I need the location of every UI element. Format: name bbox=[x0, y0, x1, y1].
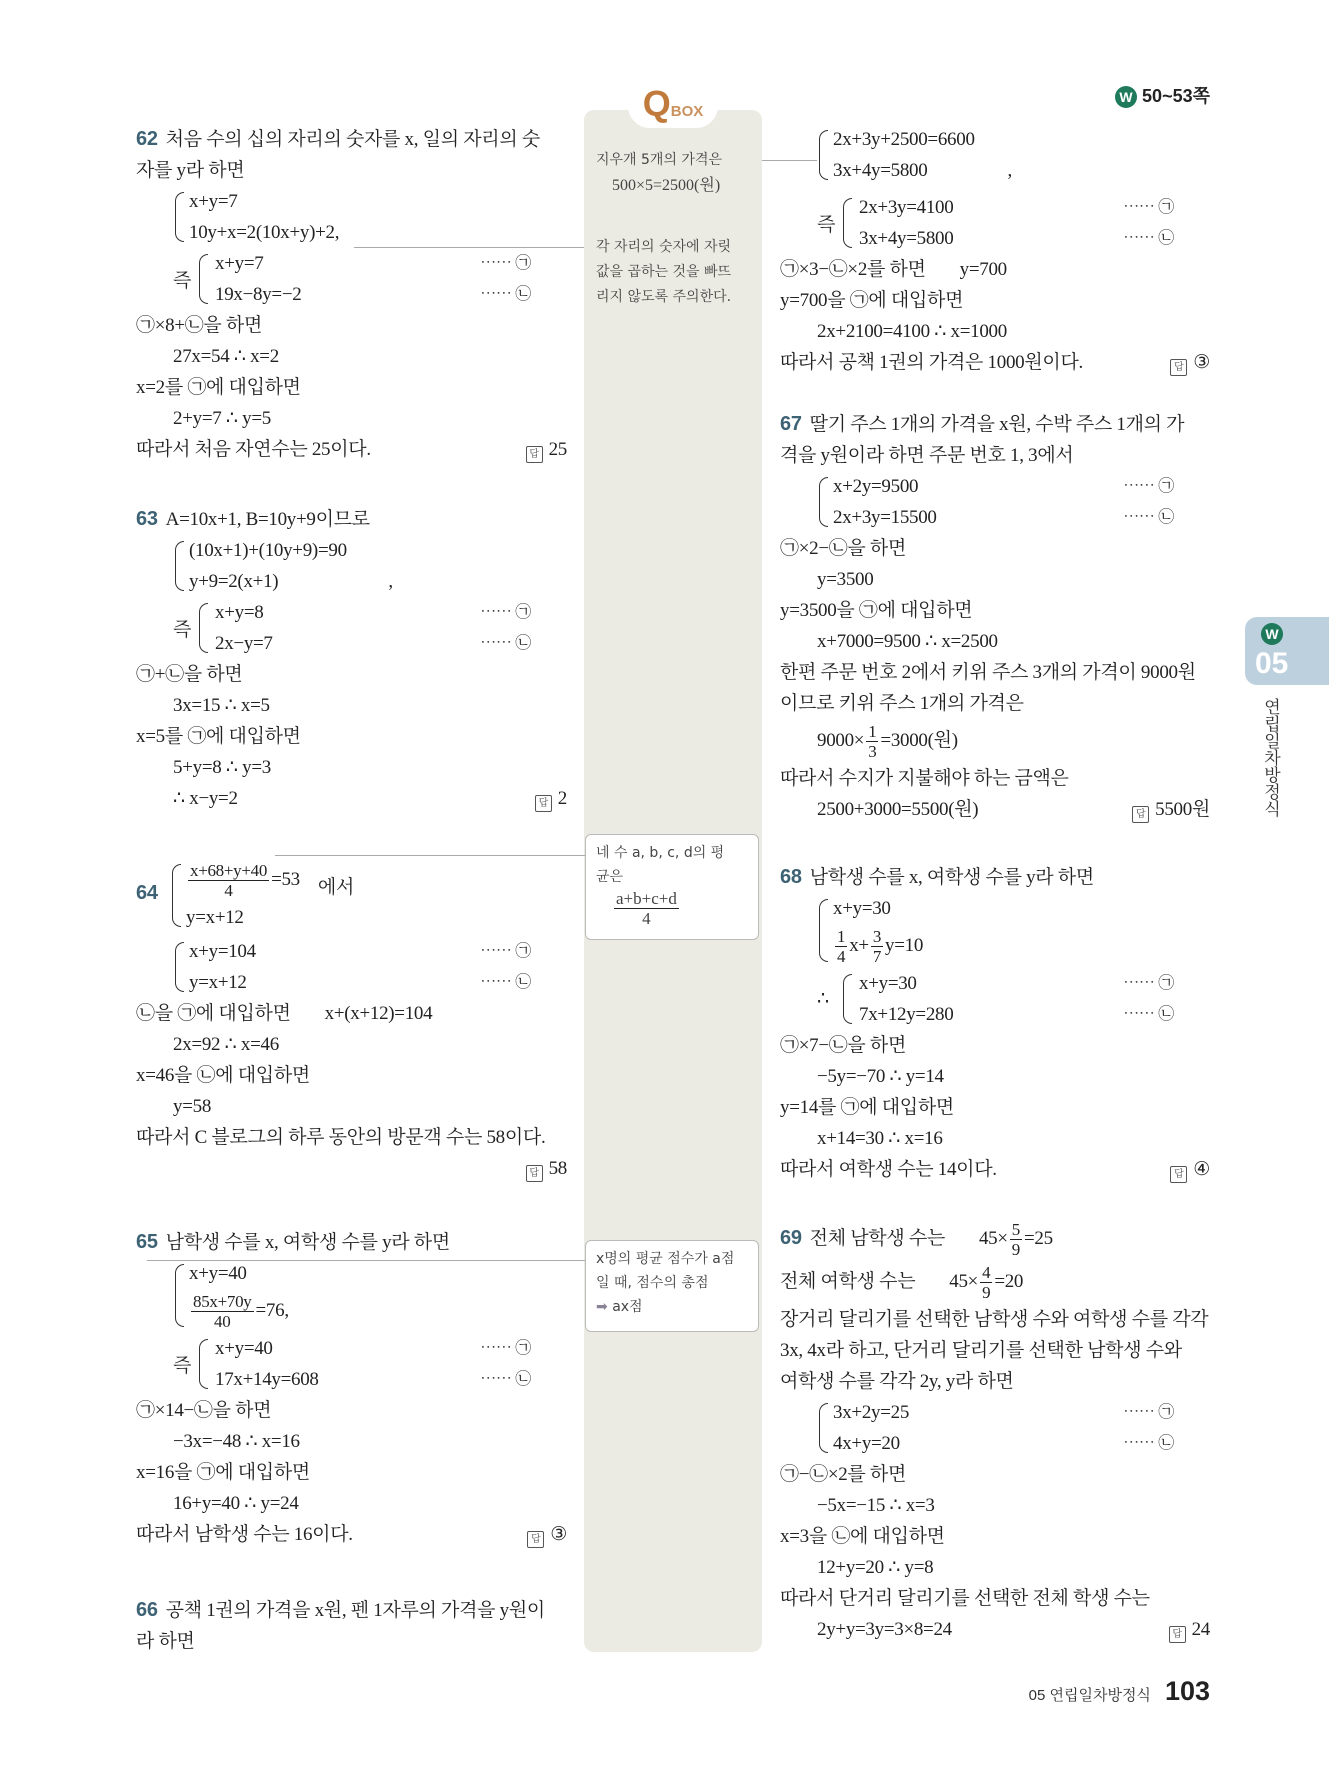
comma: , bbox=[388, 571, 393, 592]
equation: y=10 bbox=[885, 935, 924, 956]
denominator: 4 bbox=[224, 881, 233, 901]
text-line: 2x+2100=4100 ∴ x=1000 bbox=[817, 321, 1007, 342]
brace-icon bbox=[175, 942, 184, 992]
answer-value: 24 bbox=[1191, 1619, 1210, 1640]
equation: 4x+y=20 bbox=[833, 1433, 900, 1454]
problem-66-continued bbox=[780, 124, 1210, 378]
brace-icon bbox=[175, 541, 184, 591]
text-line: −5x=−15 ∴ x=3 bbox=[817, 1495, 935, 1516]
footer bbox=[1029, 1676, 1210, 1707]
equation-system bbox=[173, 1333, 567, 1395]
problem-62 bbox=[136, 124, 567, 465]
equation: =76 bbox=[255, 1300, 285, 1321]
text-line: 에서 bbox=[317, 877, 354, 898]
note-line: 각 자리의 숫자에 자릿 bbox=[596, 239, 732, 255]
answer-value: ③ bbox=[1193, 352, 1210, 373]
answer-value: 5500원 bbox=[1155, 799, 1210, 820]
denominator: 4 bbox=[837, 947, 846, 967]
equation-system bbox=[173, 1258, 567, 1333]
text-line: 2+y=7 ∴ y=5 bbox=[173, 408, 271, 429]
equation: x+(x+12)=104 bbox=[324, 1003, 433, 1024]
label-so: 즉 bbox=[173, 619, 192, 641]
fraction bbox=[980, 1263, 992, 1302]
problem-number: 65 bbox=[136, 1231, 158, 1253]
text-line: 남학생 수를 x, 여학생 수를 y라 하면 bbox=[809, 867, 1094, 888]
equation: x+y=7 bbox=[215, 253, 264, 274]
qbox-note-place-value bbox=[596, 235, 756, 310]
marker-2: ⋯⋯ ㉡ bbox=[1123, 230, 1174, 247]
brace-icon bbox=[175, 1264, 184, 1327]
text-line: A=10x+1, B=10y+9이므로 bbox=[165, 509, 370, 530]
equation: 9000× bbox=[817, 730, 865, 751]
equation: 2x+3y=15500 bbox=[833, 507, 937, 528]
text-line: 따라서 남학생 수는 16이다. bbox=[136, 1524, 353, 1545]
equation-system bbox=[817, 471, 1210, 533]
equation: x+y=40 bbox=[189, 1263, 247, 1284]
chapter-number: 05 bbox=[1255, 647, 1289, 680]
equation: 45× bbox=[978, 1228, 1008, 1249]
answer bbox=[1169, 1614, 1210, 1645]
text-line: x+14=30 ∴ x=16 bbox=[817, 1128, 943, 1149]
brace-icon bbox=[175, 192, 184, 242]
answer-icon: 답 bbox=[527, 1531, 544, 1548]
marker-2: ⋯⋯ ㉡ bbox=[480, 974, 531, 991]
answer-value: 58 bbox=[548, 1158, 567, 1179]
fraction bbox=[1010, 1220, 1022, 1259]
text-line: 16+y=40 ∴ y=24 bbox=[173, 1493, 299, 1514]
page-range: 50~53쪽 bbox=[1142, 86, 1210, 106]
text-line: 따라서 처음 자연수는 25이다. bbox=[136, 439, 371, 460]
text-line: ㉠×3−㉡×2를 하면 bbox=[780, 259, 926, 280]
answer bbox=[526, 1153, 567, 1184]
text-line: x+7000=9500 ∴ x=2500 bbox=[817, 631, 998, 652]
brace-icon bbox=[819, 477, 828, 527]
answer bbox=[527, 1519, 567, 1550]
numerator: a+b+c+d bbox=[616, 889, 677, 908]
answer bbox=[1170, 1154, 1210, 1185]
equation: 45× bbox=[949, 1271, 979, 1292]
fraction bbox=[191, 1292, 254, 1331]
note-line: ax점 bbox=[612, 1299, 643, 1315]
text-line: ㉠×7−㉡을 하면 bbox=[780, 1035, 907, 1056]
text-line: 따라서 수지가 지불해야 하는 금액은 bbox=[780, 768, 1069, 789]
numerator: x+68+y+40 bbox=[190, 861, 268, 881]
text-line: 전체 여학생 수는 bbox=[780, 1271, 916, 1292]
text-line: 공책 1권의 가격을 x원, 펜 1자루의 가격을 y원이 bbox=[165, 1600, 545, 1621]
answer-icon: 답 bbox=[535, 795, 552, 812]
label-so: 즉 bbox=[173, 270, 192, 292]
equation: x+ bbox=[849, 935, 869, 956]
answer-value: 25 bbox=[548, 439, 567, 460]
text-line: 3x, 4x라 하고, 단거리 달리기를 선택한 남학생 수와 bbox=[780, 1340, 1182, 1361]
problem-number: 62 bbox=[136, 128, 158, 150]
brace-icon bbox=[843, 974, 852, 1024]
fraction bbox=[871, 927, 883, 966]
label-therefore: ∴ bbox=[817, 988, 829, 1010]
answer-value: ③ bbox=[550, 1524, 567, 1545]
numerator: 4 bbox=[982, 1263, 991, 1283]
text-line: 27x=54 ∴ x=2 bbox=[173, 346, 279, 367]
comma: , bbox=[334, 222, 340, 243]
note-line: 500×5=2500(원) bbox=[612, 177, 721, 194]
marker-2: ⋯⋯ ㉡ bbox=[1123, 1435, 1174, 1452]
equation-system bbox=[173, 936, 567, 998]
text-line: x=2를 ㉠에 대입하면 bbox=[136, 377, 301, 398]
numerator: 3 bbox=[872, 927, 882, 947]
answer-icon: 답 bbox=[1170, 359, 1187, 376]
marker-1: ⋯⋯ ㉠ bbox=[1123, 1404, 1174, 1421]
equation: 3x+4y=5800 bbox=[833, 160, 928, 181]
equation: y=x+12 bbox=[186, 907, 244, 928]
answer-icon: 답 bbox=[1132, 806, 1149, 823]
equation: y=700 bbox=[959, 259, 1007, 280]
brace-icon bbox=[819, 899, 828, 962]
text-line: ∴ x−y=2 bbox=[173, 788, 238, 809]
equation-system bbox=[817, 1397, 1210, 1459]
note-line: 균은 bbox=[596, 869, 624, 885]
answer-value: ④ bbox=[1193, 1159, 1210, 1180]
problem-number: 64 bbox=[136, 882, 158, 904]
answer-icon: 답 bbox=[526, 446, 543, 463]
problem-67 bbox=[780, 409, 1210, 825]
equation: x+y=40 bbox=[215, 1338, 273, 1359]
fraction bbox=[614, 889, 679, 928]
equation: x+y=30 bbox=[833, 898, 891, 919]
problem-number: 66 bbox=[136, 1599, 158, 1621]
equation: x+y=8 bbox=[215, 602, 264, 623]
text-line: 격을 y원이라 하면 주문 번호 1, 3에서 bbox=[780, 445, 1074, 466]
answer bbox=[535, 783, 567, 814]
equation: 2y+y=3y=3×8=24 bbox=[817, 1619, 952, 1640]
brace-icon bbox=[819, 130, 828, 180]
label-so: 즉 bbox=[173, 1355, 192, 1377]
text-line: 따라서 C 블로그의 하루 동안의 방문객 수는 58이다. bbox=[136, 1127, 546, 1148]
equation: =20 bbox=[994, 1271, 1024, 1292]
denominator: 3 bbox=[868, 742, 877, 762]
text-line: 장거리 달리기를 선택한 남학생 수와 여학생 수를 각각 bbox=[780, 1309, 1209, 1330]
fraction bbox=[835, 927, 847, 966]
equation: 2x+3y+2500=6600 bbox=[833, 129, 975, 150]
problem-number: 63 bbox=[136, 508, 158, 530]
comma: , bbox=[284, 1300, 289, 1321]
text-line: −3x=−48 ∴ x=16 bbox=[173, 1431, 300, 1452]
problem-64 bbox=[136, 858, 567, 1184]
brace-icon bbox=[843, 198, 852, 248]
problem-68 bbox=[780, 862, 1210, 1185]
marker-2: ⋯⋯ ㉡ bbox=[480, 635, 531, 652]
note-line: 지우개 5개의 가격은 bbox=[596, 152, 722, 168]
equation-system bbox=[173, 535, 567, 597]
equation: 2x−y=7 bbox=[215, 633, 273, 654]
answer-value: 2 bbox=[557, 788, 567, 809]
equation: x+2y=9500 bbox=[833, 476, 919, 497]
denominator: 9 bbox=[982, 1283, 991, 1303]
marker-2: ⋯⋯ ㉡ bbox=[480, 1371, 531, 1388]
brace-icon bbox=[819, 1403, 828, 1453]
answer bbox=[1170, 347, 1210, 378]
footer-chapter: 05 연립일차방정식 bbox=[1028, 1687, 1151, 1704]
text-line: 이므로 키위 주스 1개의 가격은 bbox=[780, 693, 1024, 714]
q-logo-icon: Q bbox=[642, 83, 671, 124]
text-line: −5y=−70 ∴ y=14 bbox=[817, 1066, 944, 1087]
w-badge-icon: W bbox=[1261, 623, 1283, 645]
numerator: 1 bbox=[868, 722, 877, 742]
note-line: 네 수 a, b, c, d의 평 bbox=[596, 845, 725, 861]
text-line: 전체 남학생 수는 bbox=[809, 1228, 945, 1249]
text-line: y=58 bbox=[173, 1096, 212, 1117]
denominator: 7 bbox=[872, 947, 882, 967]
marker-1: ⋯⋯ ㉠ bbox=[480, 255, 531, 272]
equation: y=x+12 bbox=[189, 972, 247, 993]
text-line: 따라서 공책 1권의 가격은 1000원이다. bbox=[780, 352, 1083, 373]
problem-number: 68 bbox=[780, 866, 802, 888]
connector-line bbox=[275, 855, 585, 856]
answer-icon: 답 bbox=[526, 1165, 543, 1182]
marker-2: ⋯⋯ ㉡ bbox=[1123, 509, 1174, 526]
text-line: 한편 주문 번호 2에서 키위 주스 3개의 가격이 9000원 bbox=[780, 662, 1196, 683]
page-number: 103 bbox=[1164, 1676, 1210, 1706]
text-line: 여학생 수를 각각 2y, y라 하면 bbox=[780, 1371, 1014, 1392]
equation: =25 bbox=[1023, 1228, 1053, 1249]
answer-icon: 답 bbox=[1170, 1166, 1187, 1183]
equation: 19x−8y=−2 bbox=[215, 284, 302, 305]
equation: =3000(원) bbox=[880, 730, 958, 751]
problem-69 bbox=[780, 1216, 1210, 1645]
chapter-title-vertical: 연립일차방정식 bbox=[1260, 698, 1280, 817]
text-line: y=3500 bbox=[817, 569, 874, 590]
denominator: 4 bbox=[642, 909, 651, 928]
text-line: 딸기 주스 1개의 가격을 x원, 수박 주스 1개의 가 bbox=[809, 414, 1185, 435]
brace-icon bbox=[199, 254, 208, 304]
equation: x+y=7 bbox=[189, 191, 238, 212]
denominator: 40 bbox=[214, 1312, 231, 1332]
numerator: 85x+70y bbox=[193, 1292, 252, 1312]
text-line: ㉠×2−㉡을 하면 bbox=[780, 538, 907, 559]
marker-1: ⋯⋯ ㉠ bbox=[480, 1340, 531, 1357]
text-line: x=3을 ㉡에 대입하면 bbox=[780, 1526, 945, 1547]
arrow-icon: ➡ bbox=[596, 1299, 608, 1315]
numerator: 1 bbox=[837, 927, 846, 947]
equation: 7x+12y=280 bbox=[859, 1004, 954, 1025]
fraction bbox=[866, 722, 878, 761]
text-line: 남학생 수를 x, 여학생 수를 y라 하면 bbox=[165, 1232, 450, 1253]
text-line: ㉠−㉡×2를 하면 bbox=[780, 1464, 907, 1485]
equation: x+y=30 bbox=[859, 973, 917, 994]
qbox-note-eraser bbox=[596, 148, 756, 198]
marker-1: ⋯⋯ ㉠ bbox=[1123, 199, 1174, 216]
equation: 10y+x=2(10x+y)+2 bbox=[189, 222, 335, 243]
problem-66 bbox=[136, 1595, 567, 1657]
text-line: 3x=15 ∴ x=5 bbox=[173, 695, 270, 716]
w-badge-icon: W bbox=[1115, 86, 1137, 108]
numerator: 5 bbox=[1011, 1220, 1020, 1240]
equation: x+y=104 bbox=[189, 941, 256, 962]
text-line: x=16을 ㉠에 대입하면 bbox=[136, 1462, 310, 1483]
equation-system bbox=[817, 968, 1210, 1030]
equation-system bbox=[173, 597, 567, 659]
text-line: 2x=92 ∴ x=46 bbox=[173, 1034, 279, 1055]
problem-65 bbox=[136, 1227, 567, 1550]
marker-1: ⋯⋯ ㉠ bbox=[1123, 478, 1174, 495]
marker-2: ⋯⋯ ㉡ bbox=[480, 286, 531, 303]
brace-icon bbox=[199, 1339, 208, 1389]
chapter-tab[interactable] bbox=[1245, 617, 1329, 685]
equation: =53 bbox=[271, 869, 300, 890]
text-line: 라 하면 bbox=[136, 1631, 195, 1652]
answer-icon: 답 bbox=[1169, 1626, 1186, 1643]
problem-number: 69 bbox=[780, 1227, 802, 1249]
equation: 2500+3000=5500(원) bbox=[817, 799, 979, 820]
marker-1: ⋯⋯ ㉠ bbox=[480, 604, 531, 621]
problem-63 bbox=[136, 504, 567, 814]
text-line: 따라서 단거리 달리기를 선택한 전체 학생 수는 bbox=[780, 1588, 1150, 1609]
text-line: 따라서 여학생 수는 14이다. bbox=[780, 1159, 997, 1180]
text-line: ㉠×8+㉡을 하면 bbox=[136, 315, 263, 336]
note-line: 리지 않도록 주의한다. bbox=[596, 289, 732, 305]
qbox-note-average bbox=[585, 834, 759, 940]
label-so: 즉 bbox=[817, 214, 836, 236]
qbox-logo bbox=[628, 84, 718, 128]
marker-2: ⋯⋯ ㉡ bbox=[1123, 1006, 1174, 1023]
text-line: 5+y=8 ∴ y=3 bbox=[173, 757, 271, 778]
problem-number: 67 bbox=[780, 413, 802, 435]
fraction bbox=[188, 861, 269, 900]
page-reference bbox=[1115, 82, 1210, 108]
equation: 3x+4y=5800 bbox=[859, 228, 954, 249]
text-line: x=5를 ㉠에 대입하면 bbox=[136, 726, 301, 747]
text-line: x=46을 ㉡에 대입하면 bbox=[136, 1065, 310, 1086]
marker-1: ⋯⋯ ㉠ bbox=[480, 943, 531, 960]
equation: 3x+2y=25 bbox=[833, 1402, 910, 1423]
equation-system bbox=[817, 124, 1210, 186]
answer bbox=[1132, 794, 1210, 825]
text-line: y=700을 ㉠에 대입하면 bbox=[780, 290, 964, 311]
text-line: 12+y=20 ∴ y=8 bbox=[817, 1557, 934, 1578]
text-line: ㉡을 ㉠에 대입하면 bbox=[136, 1003, 291, 1024]
equation: (10x+1)+(10y+9)=90 bbox=[189, 540, 347, 561]
text-line: y=3500을 ㉠에 대입하면 bbox=[780, 600, 973, 621]
marker-1: ⋯⋯ ㉠ bbox=[1123, 975, 1174, 992]
text-line: ㉠+㉡을 하면 bbox=[136, 664, 243, 685]
text-line: 처음 수의 십의 자리의 숫자를 x, 일의 자리의 숫 bbox=[165, 129, 540, 150]
text-line: 자를 y라 하면 bbox=[136, 160, 245, 181]
box-logo-text: BOX bbox=[670, 103, 704, 120]
equation-system bbox=[170, 858, 354, 933]
equation: y+9=2(x+1) bbox=[189, 571, 279, 592]
note-line: 일 때, 점수의 총점 bbox=[596, 1275, 709, 1291]
text-line: y=14를 ㉠에 대입하면 bbox=[780, 1097, 954, 1118]
answer bbox=[526, 434, 567, 465]
brace-icon bbox=[172, 864, 181, 927]
equation-system bbox=[173, 248, 567, 310]
equation-system bbox=[817, 192, 1210, 254]
denominator: 9 bbox=[1011, 1240, 1020, 1260]
note-line: 값을 곱하는 것을 빠뜨 bbox=[596, 264, 732, 280]
equation-system bbox=[817, 893, 1210, 968]
equation: 2x+3y=4100 bbox=[859, 197, 954, 218]
qbox-note-total-score bbox=[585, 1240, 759, 1332]
text-line: ㉠×14−㉡을 하면 bbox=[136, 1400, 272, 1421]
equation: 17x+14y=608 bbox=[215, 1369, 319, 1390]
note-line: x명의 평균 점수가 a점 bbox=[596, 1251, 735, 1267]
brace-icon bbox=[199, 603, 208, 653]
comma: , bbox=[1007, 160, 1012, 181]
equation-system bbox=[173, 186, 567, 248]
